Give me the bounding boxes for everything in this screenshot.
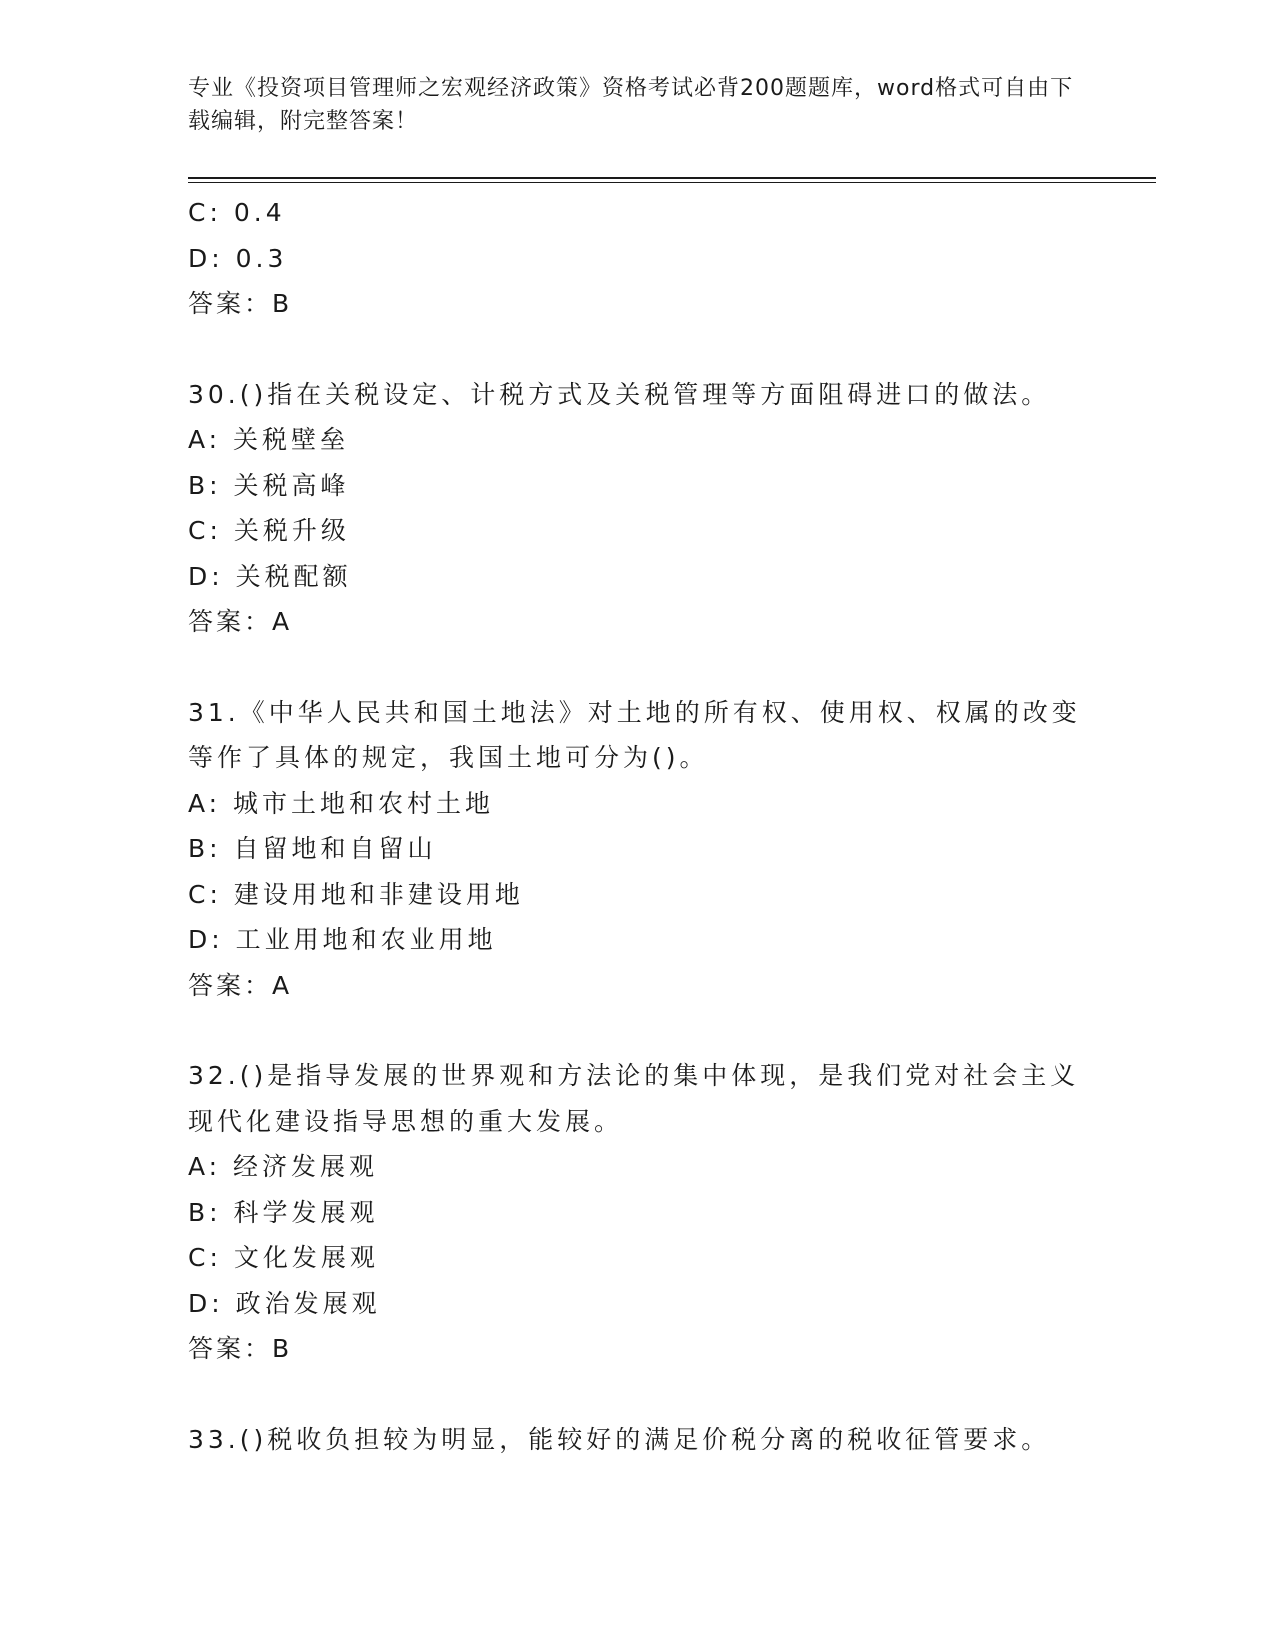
option-c: C: 0.4	[188, 198, 286, 227]
option-c: C: 文化发展观	[188, 1243, 379, 1272]
option-a: A: 关税壁垒	[188, 425, 350, 454]
option-c: C: 建设用地和非建设用地	[188, 879, 524, 909]
option-b: B: 自留地和自留山	[188, 834, 437, 863]
answer-line: 答案：A	[188, 970, 293, 1000]
question-stem-line-1: 32.()是指导发展的世界观和方法论的集中体现，是我们党对社会主义	[188, 1061, 1080, 1090]
question-stem-line-1: 31.《中华人民共和国土地法》对土地的所有权、使用权、权属的改变	[188, 697, 1081, 727]
option-c: C: 关税升级	[188, 516, 350, 545]
question-stem-line-2: 等作了具体的规定，我国土地可分为()。	[188, 743, 709, 772]
answer-line: 答案：B	[188, 1334, 293, 1363]
question-32	[188, 1053, 1088, 1372]
question-31	[188, 690, 1088, 1009]
question-stem-line-2: 现代化建设指导思想的重大发展。	[188, 1106, 624, 1136]
question-content	[188, 190, 1088, 1462]
header-divider-thin	[188, 182, 1156, 183]
option-a: A: 经济发展观	[188, 1152, 379, 1181]
question-stem: 33.()税收负担较为明显，能较好的满足价税分离的税收征管要求。	[188, 1424, 1051, 1454]
option-d: D: 关税配额	[188, 561, 352, 591]
option-b: B: 关税高峰	[188, 470, 350, 500]
answer-line: 答案：A	[188, 607, 293, 636]
previous-question-tail	[188, 190, 1088, 327]
option-d: D: 0.3	[188, 243, 288, 273]
option-a: A: 城市土地和农村土地	[188, 788, 495, 818]
question-stem: 30.()指在关税设定、计税方式及关税管理等方面阻碍进口的做法。	[188, 379, 1051, 409]
answer-line: 答案：B	[188, 289, 293, 318]
option-b: B: 科学发展观	[188, 1197, 379, 1227]
option-d: D: 政治发展观	[188, 1288, 381, 1318]
question-33	[188, 1417, 1088, 1463]
question-30	[188, 372, 1088, 645]
page-header: 专业《投资项目管理师之宏观经济政策》资格考试必背200题题库，word格式可自由下载编辑，附完整答案！	[188, 76, 1074, 134]
option-d: D: 工业用地和农业用地	[188, 925, 497, 954]
header-divider-thick	[188, 177, 1156, 179]
